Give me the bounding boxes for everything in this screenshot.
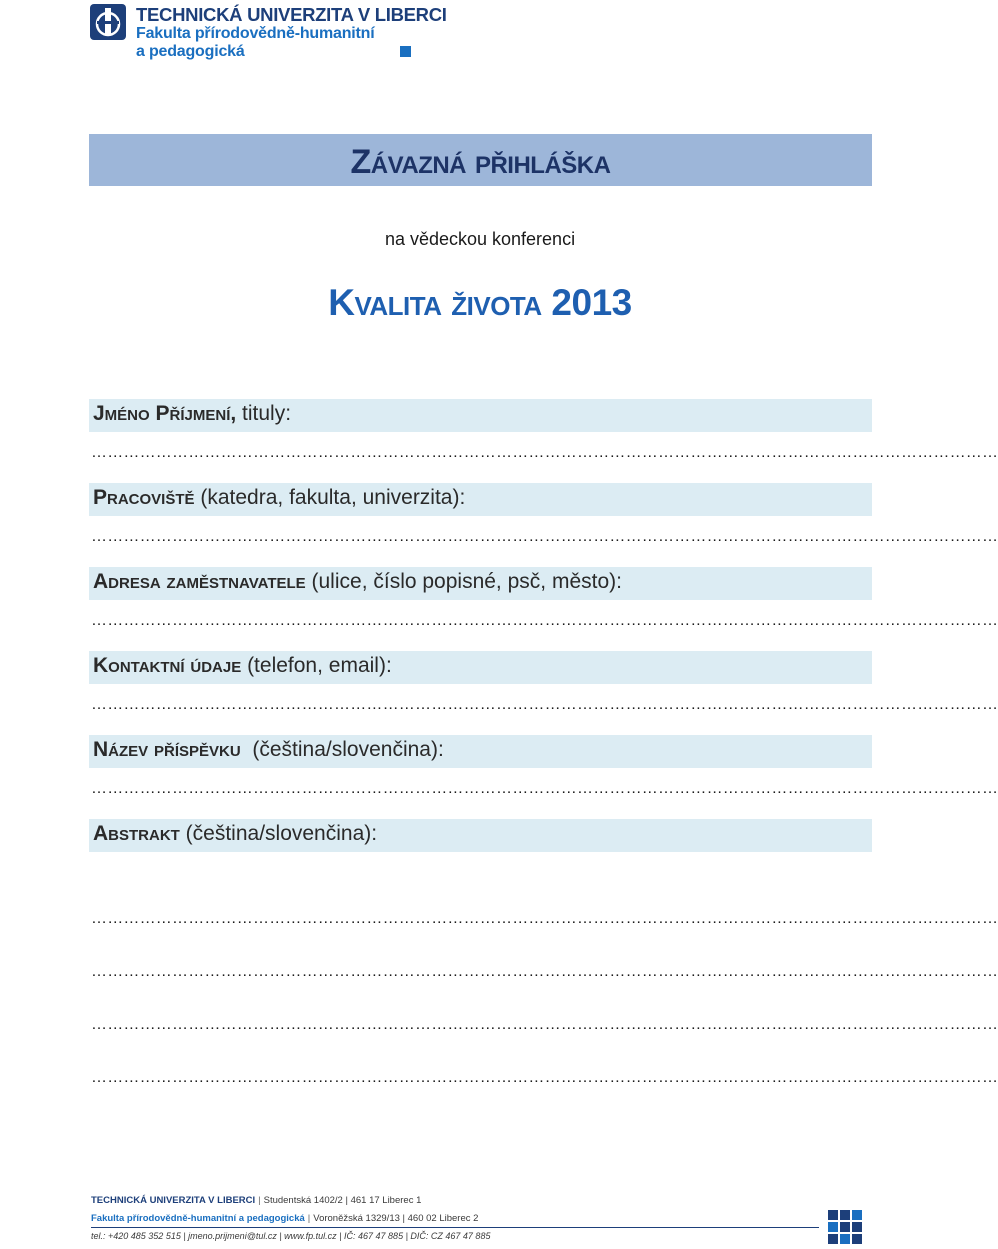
field-label-rest: (katedra, fakulta, univerzita): bbox=[194, 486, 466, 509]
field-workplace-band bbox=[89, 483, 872, 516]
footer-university: TECHNICKÁ UNIVERZITA V LIBERCI | Studentská 1402/2 | 461 17 Liberec 1 bbox=[91, 1195, 422, 1206]
footer bbox=[91, 1192, 960, 1249]
field-workplace-input[interactable]: …………………………………………………………………………………………………………………………………………………… bbox=[91, 528, 998, 545]
footer-faculty-name: Fakulta přírodovědně-humanitní a pedagogická bbox=[91, 1213, 305, 1224]
abstract-line-1[interactable]: …………………………………………………………………………………………………………………………………………………… bbox=[91, 910, 998, 927]
conference-name: Kvalita života 2013 bbox=[328, 282, 632, 323]
field-contact-band bbox=[89, 651, 872, 684]
footer-faculty-address: Voroněžská 1329/13 | 460 02 Liberec 2 bbox=[313, 1213, 479, 1224]
abstract-line-4[interactable]: …………………………………………………………………………………………………………………………………………………… bbox=[91, 1069, 998, 1086]
field-address-band bbox=[89, 567, 872, 600]
field-label-rest: (ulice, číslo popisné, psč, město): bbox=[305, 570, 622, 593]
abstract-line-2[interactable]: …………………………………………………………………………………………………………………………………………………… bbox=[91, 963, 998, 980]
page-title: Závazná přihláška bbox=[350, 142, 611, 181]
qr-code-icon bbox=[828, 1210, 862, 1244]
field-label-rest: (čeština/slovenčina): bbox=[240, 738, 444, 761]
title-band bbox=[89, 134, 872, 186]
field-label-caps: Jméno Příjmení, bbox=[93, 402, 237, 425]
tul-logo-icon bbox=[90, 4, 126, 40]
field-contact-label bbox=[93, 654, 392, 678]
footer-university-address: Studentská 1402/2 | 461 17 Liberec 1 bbox=[263, 1195, 422, 1206]
field-title-input[interactable]: …………………………………………………………………………………………………………………………………………………… bbox=[91, 780, 998, 797]
footer-faculty: Fakulta přírodovědně-humanitní a pedagogická | Voroněžská 1329/13 | 460 02 Liberec 2 bbox=[91, 1213, 479, 1224]
logo-faculty-name-cont: a pedagogická bbox=[136, 43, 245, 60]
field-name-input[interactable]: …………………………………………………………………………………………………………………………………………………… bbox=[91, 444, 998, 461]
field-label-caps: Název příspěvku bbox=[93, 738, 241, 761]
field-abstract-label bbox=[93, 822, 377, 846]
field-label-caps: Kontaktní údaje bbox=[93, 654, 242, 677]
logo-university-name: TECHNICKÁ UNIVERZITA V LIBERCI bbox=[136, 4, 447, 25]
field-label-caps: Abstrakt bbox=[93, 822, 180, 845]
logo-square-icon bbox=[400, 46, 411, 57]
field-address-input[interactable]: …………………………………………………………………………………………………………………………………………………… bbox=[91, 612, 998, 629]
logo-faculty-name: Fakulta přírodovědně-humanitní bbox=[136, 25, 375, 42]
field-address-label bbox=[93, 570, 622, 594]
field-label-rest: tituly: bbox=[236, 402, 292, 425]
field-title-band bbox=[89, 735, 872, 768]
field-label-caps: Adresa zaměstnavatele bbox=[93, 570, 306, 593]
field-title-label bbox=[93, 738, 444, 762]
field-name-band bbox=[89, 399, 872, 432]
footer-contact: tel.: +420 485 352 515 | jmeno.prijmeni@tul.cz | www.fp.tul.cz | IČ: 467 47 885 | DIČ: CZ 467 47 885 bbox=[91, 1231, 491, 1241]
field-label-rest: (telefon, email): bbox=[241, 654, 392, 677]
footer-divider bbox=[91, 1227, 819, 1228]
university-logo bbox=[90, 4, 447, 62]
field-name-label bbox=[93, 402, 291, 426]
field-label-rest: (čeština/slovenčina): bbox=[179, 822, 378, 845]
subtitle: na vědeckou konferenci bbox=[384, 229, 576, 249]
field-abstract-band bbox=[89, 819, 872, 852]
footer-university-name: TECHNICKÁ UNIVERZITA V LIBERCI bbox=[91, 1195, 256, 1206]
field-workplace-label bbox=[93, 486, 465, 510]
field-contact-input[interactable]: …………………………………………………………………………………………………………………………………………………… bbox=[91, 696, 998, 713]
field-label-caps: Pracoviště bbox=[93, 486, 195, 509]
abstract-line-3[interactable]: …………………………………………………………………………………………………………………………………………………… bbox=[91, 1016, 998, 1033]
